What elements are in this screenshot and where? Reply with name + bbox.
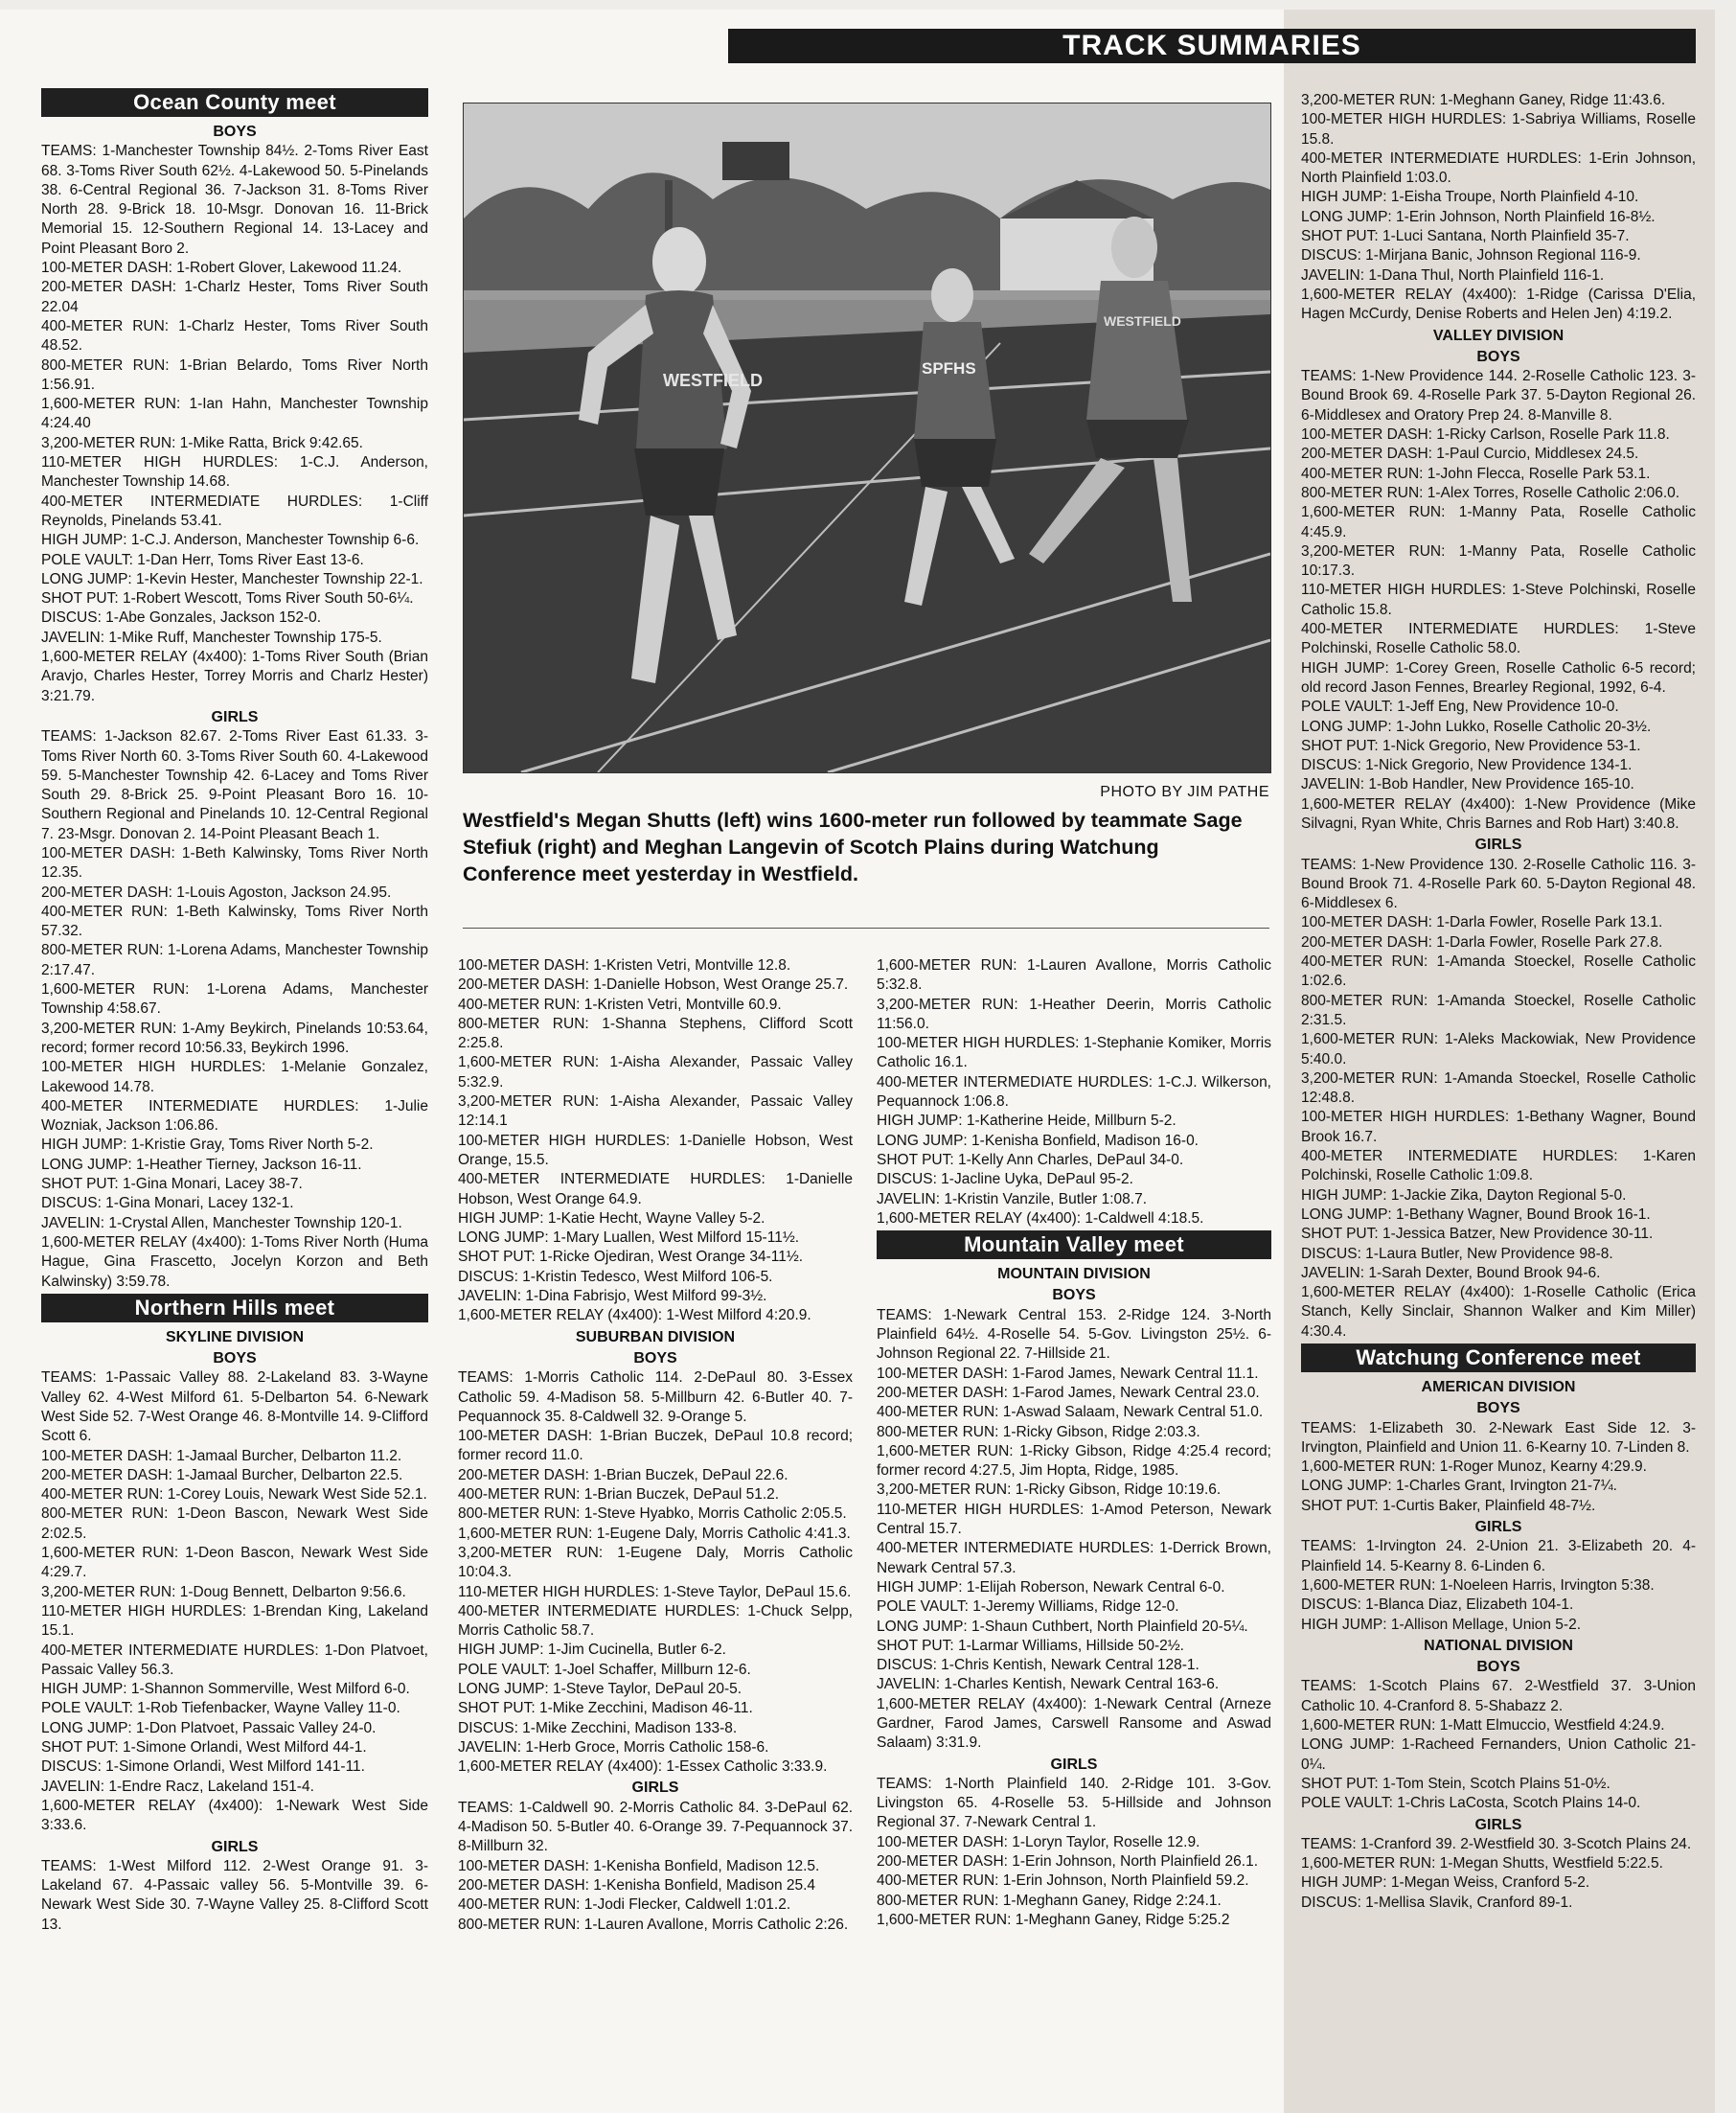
column-3 <box>877 956 1271 2097</box>
result-line: HIGH JUMP: 1-Allison Mellage, Union 5-2. <box>1301 1616 1582 1633</box>
division-heading: GIRLS <box>1474 1816 1522 1833</box>
result-line: 1,600-METER RUN: 1-Eugene Daly, Morris Catholic 4:41.3. <box>458 1525 851 1542</box>
division-heading: BOYS <box>1476 1659 1520 1676</box>
result-line: 400-METER INTERMEDIATE HURDLES: 1-C.J. Wilkerson, Pequannock 1:06.8. <box>877 1073 1271 1111</box>
result-line: JAVELIN: 1-Dina Fabrisjo, West Milford 99-3½. <box>458 1288 767 1305</box>
result-line: 800-METER RUN: 1-Shanna Stephens, Clifford Scott 2:25.8. <box>458 1015 853 1052</box>
result-line: 400-METER INTERMEDIATE HURDLES: 1-Erin Johnson, North Plainfield 1:03.0. <box>1301 149 1696 187</box>
result-line: 400-METER RUN: 1-Beth Kalwinsky, Toms River North 57.32. <box>41 903 428 940</box>
result-line: 3,200-METER RUN: 1-Amanda Stoeckel, Roselle Catholic 12:48.8. <box>1301 1069 1696 1107</box>
result-line: DISCUS: 1-Simone Orlandi, West Milford 141-11. <box>41 1758 365 1776</box>
result-line: 3,200-METER RUN: 1-Heather Deerin, Morris Catholic 11:56.0. <box>877 996 1271 1032</box>
result-line: 100-METER DASH: 1-Kristen Vetri, Montville 12.8. <box>458 957 791 974</box>
result-line: 1,600-METER RUN: 1-Matt Elmuccio, Westfield 4:24.9. <box>1301 1717 1665 1734</box>
result-line: DISCUS: 1-Gina Monari, Lacey 132-1. <box>41 1195 294 1212</box>
result-line: LONG JUMP: 1-Shaun Cuthbert, North Plainfield 20-5¼. <box>877 1618 1248 1635</box>
result-line: 1,600-METER RUN: 1-Ian Hahn, Manchester Township 4:24.40 <box>41 396 428 432</box>
result-line: 100-METER DASH: 1-Brian Buczek, DePaul 10.8 record; former record 11.0. <box>458 1428 853 1464</box>
result-line: LONG JUMP: 1-Heather Tierney, Jackson 16-11. <box>41 1156 362 1173</box>
result-line: SHOT PUT: 1-Tom Stein, Scotch Plains 51-0½. <box>1301 1775 1610 1792</box>
result-line: LONG JUMP: 1-Erin Johnson, North Plainfield 16-8½. <box>1301 208 1656 225</box>
division-heading: VALLEY DIVISION <box>1432 327 1565 344</box>
result-line: LONG JUMP: 1-Don Platvoet, Passaic Valley 24-0. <box>41 1719 377 1736</box>
result-line: 100-METER DASH: 1-Robert Glover, Lakewood 11.24. <box>41 260 402 277</box>
result-line: HIGH JUMP: 1-Eisha Troupe, North Plainfield 4-10. <box>1301 189 1639 206</box>
result-line: 1,600-METER RELAY (4x400): 1-Toms River South (Brian Aravjo, Charles Hester, Torrey Morris and Charlz Hester) 3:21.79. <box>41 649 428 704</box>
result-line: DISCUS: 1-Abe Gonzales, Jackson 152-0. <box>41 609 322 627</box>
section-banner: TRACK SUMMARIES <box>728 29 1696 63</box>
result-line: TEAMS: 1-Manchester Township 84½. 2-Toms River East 68. 3-Toms River South 62½. 4-Lakewood 50. 5-Pinelands 38. 6-Central Regional 36. 7-Jackson 31. 8-Toms River North 28. 9-Brick 18. 10-Msgr. Donovan 16. 11-Brick Memorial 15. 12-Southern Regional 14. 13-Lacey and Point Pleasant Boro 2. <box>41 143 428 257</box>
result-line: 1,600-METER RUN: 1-Deon Bascon, Newark West Side 4:29.7. <box>41 1545 428 1581</box>
result-line: JAVELIN: 1-Herb Groce, Morris Catholic 158-6. <box>458 1738 769 1756</box>
division-heading: SUBURBAN DIVISION <box>575 1328 736 1345</box>
result-line: 200-METER DASH: 1-Danielle Hobson, West Orange 25.7. <box>458 976 849 994</box>
result-line: 110-METER HIGH HURDLES: 1-Steve Polchinski, Roselle Catholic 15.8. <box>1301 582 1696 618</box>
result-line: HIGH JUMP: 1-C.J. Anderson, Manchester Township 6-6. <box>41 532 420 549</box>
result-line: 100-METER HIGH HURDLES: 1-Sabriya Williams, Roselle 15.8. <box>1301 111 1696 148</box>
result-line: 800-METER RUN: 1-Meghann Ganey, Ridge 2:24.1. <box>877 1892 1222 1909</box>
result-line: 400-METER RUN: 1-Aswad Salaam, Newark Central 51.0. <box>877 1404 1264 1421</box>
result-line: 1,600-METER RELAY (4x400): 1-Caldwell 4:18.5. <box>877 1209 1204 1227</box>
result-line: TEAMS: 1-North Plainfield 140. 2-Ridge 101. 3-Gov. Livingston 65. 4-Roselle 53. 5-Hillside and Johnson Regional 37. 7-Newark Central 1. <box>877 1775 1271 1831</box>
result-line: 800-METER RUN: 1-Deon Bascon, Newark West Side 2:02.5. <box>41 1505 428 1542</box>
result-line: 3,200-METER RUN: 1-Doug Bennett, Delbarton 9:56.6. <box>41 1583 406 1600</box>
result-line: TEAMS: 1-Passaic Valley 88. 2-Lakeland 83. 3-Wayne Valley 62. 4-West Milford 61. 5-Delbarton 54. 6-Newark West Side 52. 7-West Orange 46. 8-Montville 14. 9-Clifford Scott 6. <box>41 1369 428 1445</box>
result-line: 1,600-METER RELAY (4x400): 1-Roselle Catholic (Erica Stanch, Kelly Sinclair, Shannon Walker and Kim Miller) 4:30.4. <box>1301 1284 1696 1340</box>
division-heading: NATIONAL DIVISION <box>1424 1637 1573 1654</box>
result-line: HIGH JUMP: 1-Shannon Sommerville, West Milford 6-0. <box>41 1681 410 1698</box>
result-line: 1,600-METER RELAY (4x400): 1-Newark West Side 3:33.6. <box>41 1797 428 1834</box>
result-line: 400-METER RUN: 1-Erin Johnson, North Plainfield 59.2. <box>877 1872 1249 1890</box>
result-line: 1,600-METER RUN: 1-Manny Pata, Roselle Catholic 4:45.9. <box>1301 504 1696 540</box>
result-line: LONG JUMP: 1-Kevin Hester, Manchester Township 22-1. <box>41 570 423 587</box>
jersey-text-middle: SPFHS <box>922 359 976 378</box>
result-line: LONG JUMP: 1-Bethany Wagner, Bound Brook 16-1. <box>1301 1206 1651 1223</box>
result-line: 200-METER DASH: 1-Erin Johnson, North Plainfield 26.1. <box>877 1853 1259 1871</box>
division-heading: BOYS <box>1476 1400 1520 1417</box>
result-line: 1,600-METER RUN: 1-Noeleen Harris, Irvington 5:38. <box>1301 1576 1655 1594</box>
meet-heading: Ocean County meet <box>41 88 428 117</box>
meet-heading: Watchung Conference meet <box>1301 1344 1696 1372</box>
result-line: TEAMS: 1-Elizabeth 30. 2-Newark East Side 12. 3-Irvington, Plainfield and Union 11. 6-Kearny 10. 7-Linden 8. <box>1301 1419 1696 1456</box>
result-line: DISCUS: 1-Chris Kentish, Newark Central 128-1. <box>877 1657 1199 1674</box>
result-line: 400-METER INTERMEDIATE HURDLES: 1-Danielle Hobson, West Orange 64.9. <box>458 1171 853 1207</box>
result-line: SHOT PUT: 1-Simone Orlandi, West Milford 44-1. <box>41 1739 367 1757</box>
result-line: 400-METER RUN: 1-Amanda Stoeckel, Roselle Catholic 1:02.6. <box>1301 953 1696 990</box>
result-line: TEAMS: 1-Scotch Plains 67. 2-Westfield 37. 3-Union Catholic 10. 4-Cranford 8. 5-Shabazz 2. <box>1301 1678 1696 1714</box>
result-line: TEAMS: 1-Cranford 39. 2-Westfield 30. 3-Scotch Plains 24. <box>1301 1835 1692 1852</box>
result-line: 110-METER HIGH HURDLES: 1-Amod Peterson, Newark Central 15.7. <box>877 1501 1271 1538</box>
jersey-text-left: WESTFIELD <box>663 371 763 390</box>
result-line: SHOT PUT: 1-Kelly Ann Charles, DePaul 34-0. <box>877 1151 1184 1168</box>
result-line: SHOT PUT: 1-Robert Wescott, Toms River South 50-6¼. <box>41 590 414 608</box>
division-heading: AMERICAN DIVISION <box>1421 1379 1576 1395</box>
division-heading: BOYS <box>633 1349 677 1367</box>
result-line: JAVELIN: 1-Sarah Dexter, Bound Brook 94-6. <box>1301 1264 1601 1281</box>
result-line: 400-METER INTERMEDIATE HURDLES: 1-Don Platvoet, Passaic Valley 56.3. <box>41 1642 428 1678</box>
result-line: LONG JUMP: 1-Racheed Fernanders, Union Catholic 21-0¼. <box>1301 1736 1696 1773</box>
result-line: 200-METER DASH: 1-Brian Buczek, DePaul 22.6. <box>458 1466 788 1483</box>
result-line: DISCUS: 1-Laura Butler, New Providence 98-8. <box>1301 1245 1613 1262</box>
division-heading: GIRLS <box>211 708 259 725</box>
result-line: TEAMS: 1-Jackson 82.67. 2-Toms River East 61.33. 3-Toms River North 60. 3-Toms River South 60. 4-Lakewood 59. 5-Manchester Township 42. 6-Lacey and Toms River South 29. 8-Brick 25. 9-Point Pleasant Boro 16. 10-Southern Regional and Pinelands 10. 12-Central Regional 7. 23-Msgr. Donovan 2. 14-Point Pleasant Beach 1. <box>41 728 428 842</box>
result-line: 3,200-METER RUN: 1-Amy Beykirch, Pinelands 10:53.64, record; former record 10:56.33, Beykirch 1996. <box>41 1020 428 1056</box>
division-heading: BOYS <box>1476 348 1520 365</box>
result-line: TEAMS: 1-New Providence 144. 2-Roselle Catholic 123. 3-Bound Brook 69. 4-Roselle Park 37. 5-Dayton Regional 26. 6-Middlesex and Oratory Prep 24. 8-Manville 8. <box>1301 368 1696 424</box>
result-line: LONG JUMP: 1-Charles Grant, Irvington 21-7¼. <box>1301 1478 1617 1495</box>
result-line: 800-METER RUN: 1-Alex Torres, Roselle Catholic 2:06.0. <box>1301 484 1680 501</box>
result-line: 100-METER DASH: 1-Ricky Carlson, Roselle Park 11.8. <box>1301 426 1670 444</box>
race-photo <box>463 103 1271 773</box>
race-photo-image <box>464 103 1270 772</box>
result-line: HIGH JUMP: 1-Jim Cucinella, Butler 6-2. <box>458 1642 726 1659</box>
result-line: 3,200-METER RUN: 1-Mike Ratta, Brick 9:42.65. <box>41 434 363 451</box>
result-line: 100-METER DASH: 1-Loryn Taylor, Roselle 12.9. <box>877 1833 1200 1850</box>
result-line: 400-METER RUN: 1-Corey Louis, Newark West Side 52.1. <box>41 1486 427 1504</box>
result-line: HIGH JUMP: 1-Corey Green, Roselle Catholic 6-5 record; old record Jason Fennes, Brearley Regional, 1992, 6-4. <box>1301 659 1696 696</box>
result-line: 1,600-METER RELAY (4x400): 1-Ridge (Carissa D'Elia, Hagen McCurdy, Denise Roberts and Helen Jen) 4:19.2. <box>1301 286 1696 323</box>
result-line: 3,200-METER RUN: 1-Aisha Alexander, Passaic Valley 12:14.1 <box>458 1093 853 1130</box>
result-line: 400-METER RUN: 1-Charlz Hester, Toms River South 48.52. <box>41 317 428 355</box>
result-line: SHOT PUT: 1-Luci Santana, North Plainfield 35-7. <box>1301 228 1630 245</box>
result-line: 400-METER RUN: 1-John Flecca, Roselle Park 53.1. <box>1301 465 1651 482</box>
result-line: 200-METER DASH: 1-Kenisha Bonfield, Madison 25.4 <box>458 1876 816 1894</box>
result-line: SHOT PUT: 1-Gina Monari, Lacey 38-7. <box>41 1176 303 1193</box>
result-line: 400-METER INTERMEDIATE HURDLES: 1-Steve Polchinski, Roselle Catholic 58.0. <box>1301 621 1696 657</box>
result-line: 1,600-METER RUN: 1-Meghann Ganey, Ridge 5:25.2 <box>877 1911 1230 1928</box>
result-line: HIGH JUMP: 1-Katherine Heide, Millburn 5-2. <box>877 1113 1176 1130</box>
result-line: 400-METER RUN: 1-Kristen Vetri, Montville 60.9. <box>458 996 782 1013</box>
result-line: 100-METER DASH: 1-Kenisha Bonfield, Madison 12.5. <box>458 1857 820 1874</box>
result-line: LONG JUMP: 1-Steve Taylor, DePaul 20-5. <box>458 1680 742 1697</box>
result-line: 1,600-METER RUN: 1-Roger Munoz, Kearny 4:29.9. <box>1301 1458 1647 1476</box>
result-line: POLE VAULT: 1-Jeff Eng, New Providence 10-0. <box>1301 699 1619 716</box>
division-heading: BOYS <box>213 1350 257 1367</box>
result-line: 1,600-METER RELAY (4x400): 1-New Providence (Mike Silvagni, Ryan White, Chris Barnes and Rob Hart) 3:40.8. <box>1301 795 1696 832</box>
result-line: 1,600-METER RELAY (4x400): 1-Essex Catholic 3:33.9. <box>458 1758 828 1776</box>
result-line: 1,600-METER RELAY (4x400): 1-West Milford 4:20.9. <box>458 1307 811 1324</box>
division-heading: GIRLS <box>1050 1756 1098 1773</box>
result-line: 400-METER INTERMEDIATE HURDLES: 1-Derrick Brown, Newark Central 57.3. <box>877 1540 1271 1576</box>
result-line: 200-METER DASH: 1-Darla Fowler, Roselle Park 27.8. <box>1301 933 1663 951</box>
division-heading: BOYS <box>213 124 257 140</box>
result-line: TEAMS: 1-New Providence 130. 2-Roselle Catholic 116. 3-Bound Brook 71. 4-Roselle Park 60. 5-Dayton Regional 48. 6-Middlesex 6. <box>1301 856 1696 912</box>
result-line: 3,200-METER RUN: 1-Manny Pata, Roselle Catholic 10:17.3. <box>1301 542 1696 580</box>
result-line: 200-METER DASH: 1-Paul Curcio, Middlesex 24.5. <box>1301 446 1639 463</box>
result-line: POLE VAULT: 1-Jeremy Williams, Ridge 12-0. <box>877 1598 1179 1616</box>
result-line: 800-METER RUN: 1-Steve Hyabko, Morris Catholic 2:05.5. <box>458 1505 847 1523</box>
result-line: LONG JUMP: 1-Kenisha Bonfield, Madison 16-0. <box>877 1132 1199 1149</box>
result-line: 100-METER HIGH HURDLES: 1-Bethany Wagner, Bound Brook 16.7. <box>1301 1109 1696 1145</box>
result-line: TEAMS: 1-Caldwell 90. 2-Morris Catholic 84. 3-DePaul 62. 4-Madison 50. 5-Butler 40. 6-Orange 39. 7-Pequannock 37. 8-Millburn 32. <box>458 1799 853 1855</box>
result-line: 200-METER DASH: 1-Louis Agoston, Jackson 24.95. <box>41 884 392 901</box>
result-line: 200-METER DASH: 1-Farod James, Newark Central 23.0. <box>877 1384 1260 1401</box>
result-line: JAVELIN: 1-Bob Handler, New Providence 165-10. <box>1301 776 1634 793</box>
result-line: SHOT PUT: 1-Nick Gregorio, New Providence 53-1. <box>1301 737 1641 754</box>
result-line: JAVELIN: 1-Mike Ruff, Manchester Township 175-5. <box>41 629 382 646</box>
meet-heading: Mountain Valley meet <box>877 1230 1271 1259</box>
division-heading: MOUNTAIN DIVISION <box>997 1266 1151 1283</box>
result-line: 1,600-METER RUN: 1-Ricky Gibson, Ridge 4:25.4 record; former record 4:27.5, Jim Hopta, Ridge, 1985. <box>877 1442 1271 1480</box>
result-line: TEAMS: 1-Morris Catholic 114. 2-DePaul 80. 3-Essex Catholic 59. 4-Madison 58. 5-Millburn 42. 6-Butler 40. 7-Pequannock 35. 8-Caldwell 32. 9-Orange 5. <box>458 1369 853 1425</box>
division-heading: BOYS <box>1052 1287 1096 1304</box>
result-line: 110-METER HIGH HURDLES: 1-Brendan King, Lakeland 15.1. <box>41 1602 428 1640</box>
result-line: HIGH JUMP: 1-Kristie Gray, Toms River North 5-2. <box>41 1137 374 1154</box>
result-line: DISCUS: 1-Blanca Diaz, Elizabeth 104-1. <box>1301 1596 1574 1614</box>
result-line: LONG JUMP: 1-Mary Luallen, West Milford 15-11½. <box>458 1229 800 1247</box>
division-heading: GIRLS <box>211 1838 259 1855</box>
result-line: TEAMS: 1-Newark Central 153. 2-Ridge 124. 3-North Plainfield 64½. 4-Roselle 54. 5-Gov. Livingston 25½. 6-Johnson Regional 22. 7-Hillside 21. <box>877 1306 1271 1363</box>
result-line: 1,600-METER RELAY (4x400): 1-Newark Central (Arneze Gardner, Farod James, Carswell Ransome and Aswad Salaam) 3:31.9. <box>877 1695 1271 1752</box>
result-line: POLE VAULT: 1-Rob Tiefenbacker, Wayne Valley 11-0. <box>41 1700 400 1717</box>
result-line: DISCUS: 1-Nick Gregorio, New Providence 134-1. <box>1301 757 1633 774</box>
result-line: JAVELIN: 1-Kristin Vanzile, Butler 1:08.7. <box>877 1190 1147 1207</box>
result-line: 1,600-METER RUN: 1-Aleks Mackowiak, New Providence 5:40.0. <box>1301 1031 1696 1068</box>
result-line: 3,200-METER RUN: 1-Eugene Daly, Morris Catholic 10:04.3. <box>458 1544 853 1581</box>
result-line: 100-METER HIGH HURDLES: 1-Stephanie Komiker, Morris Catholic 16.1. <box>877 1035 1271 1071</box>
result-line: 1,600-METER RUN: 1-Megan Shutts, Westfield 5:22.5. <box>1301 1855 1663 1872</box>
result-line: JAVELIN: 1-Charles Kentish, Newark Central 163-6. <box>877 1676 1220 1693</box>
result-line: 3,200-METER RUN: 1-Ricky Gibson, Ridge 10:19.6. <box>877 1481 1222 1499</box>
result-line: SHOT PUT: 1-Jessica Batzer, New Providence 30-11. <box>1301 1226 1654 1243</box>
result-line: 1,600-METER RUN: 1-Aisha Alexander, Passaic Valley 5:32.9. <box>458 1054 853 1091</box>
result-line: 200-METER DASH: 1-Charlz Hester, Toms River South 22.04 <box>41 279 428 315</box>
result-line: 400-METER INTERMEDIATE HURDLES: 1-Chuck Selpp, Morris Catholic 58.7. <box>458 1602 853 1640</box>
result-line: 800-METER RUN: 1-Brian Belardo, Toms River North 1:56.91. <box>41 356 428 393</box>
result-line: 110-METER HIGH HURDLES: 1-C.J. Anderson, Manchester Township 14.68. <box>41 454 428 491</box>
result-line: SHOT PUT: 1-Larmar Williams, Hillside 50-2½. <box>877 1637 1184 1654</box>
division-heading: GIRLS <box>1474 837 1522 854</box>
jersey-text-right: WESTFIELD <box>1104 313 1181 329</box>
result-line: POLE VAULT: 1-Joel Schaffer, Millburn 12-6. <box>458 1661 751 1678</box>
result-line: LONG JUMP: 1-John Lukko, Roselle Catholic 20-3½. <box>1301 718 1652 735</box>
result-line: HIGH JUMP: 1-Jackie Zika, Dayton Regional 5-0. <box>1301 1186 1627 1204</box>
result-line: JAVELIN: 1-Dana Thul, North Plainfield 116-1. <box>1301 266 1605 284</box>
division-heading: GIRLS <box>1474 1519 1522 1536</box>
result-line: POLE VAULT: 1-Dan Herr, Toms River East 13-6. <box>41 551 364 568</box>
result-line: JAVELIN: 1-Endre Racz, Lakeland 151-4. <box>41 1778 314 1795</box>
result-line: 100-METER DASH: 1-Beth Kalwinsky, Toms River North 12.35. <box>41 844 428 882</box>
result-line: 400-METER INTERMEDIATE HURDLES: 1-Karen Polchinski, Roselle Catholic 1:09.8. <box>1301 1148 1696 1184</box>
result-line: SHOT PUT: 1-Mike Zecchini, Madison 46-11. <box>458 1700 753 1717</box>
result-line: DISCUS: 1-Mellisa Slavik, Cranford 89-1. <box>1301 1894 1573 1911</box>
result-line: 100-METER HIGH HURDLES: 1-Danielle Hobson, West Orange, 15.5. <box>458 1132 853 1168</box>
result-line: 400-METER RUN: 1-Jodi Flecker, Caldwell 1:01.2. <box>458 1896 791 1914</box>
result-line: 1,600-METER RUN: 1-Lauren Avallone, Morris Catholic 5:32.8. <box>877 957 1271 994</box>
result-line: 200-METER DASH: 1-Jamaal Burcher, Delbarton 22.5. <box>41 1466 403 1483</box>
column-4 <box>1301 91 1696 2103</box>
result-line: 100-METER DASH: 1-Farod James, Newark Central 11.1. <box>877 1365 1259 1382</box>
result-line: JAVELIN: 1-Crystal Allen, Manchester Township 120-1. <box>41 1214 402 1231</box>
result-line: TEAMS: 1-West Milford 112. 2-West Orange 91. 3-Lakeland 67. 4-Passaic valley 56. 5-Montville 39. 6-Newark West Side 30. 7-Wayne Valley 25. 8-Clifford Scott 13. <box>41 1857 428 1933</box>
result-line: 110-METER HIGH HURDLES: 1-Steve Taylor, DePaul 15.6. <box>458 1583 852 1600</box>
result-line: 100-METER DASH: 1-Darla Fowler, Roselle Park 13.1. <box>1301 914 1663 931</box>
photo-credit: PHOTO BY JIM PATHE <box>1100 784 1269 800</box>
result-line: 400-METER INTERMEDIATE HURDLES: 1-Julie Wozniak, Jackson 1:06.86. <box>41 1097 428 1135</box>
result-line: SHOT PUT: 1-Ricke Ojediran, West Orange 34-11½. <box>458 1249 804 1266</box>
result-line: 800-METER RUN: 1-Amanda Stoeckel, Roselle Catholic 2:31.5. <box>1301 992 1696 1028</box>
result-line: 1,600-METER RUN: 1-Lorena Adams, Manchester Township 4:58.67. <box>41 981 428 1018</box>
photo-caption: Westfield's Megan Shutts (left) wins 1600-meter run followed by teammate Sage Stefiuk (right) and Meghan Langevin of Scotch Plains during Watchung Conference meet yesterday in Westfield. <box>463 809 1243 885</box>
column-2 <box>458 956 853 2097</box>
result-line: 100-METER DASH: 1-Jamaal Burcher, Delbarton 11.2. <box>41 1447 402 1464</box>
result-line: 400-METER INTERMEDIATE HURDLES: 1-Cliff Reynolds, Pinelands 53.41. <box>41 493 428 529</box>
result-line: DISCUS: 1-Mirjana Banic, Johnson Regional 116-9. <box>1301 247 1641 264</box>
result-line: 800-METER RUN: 1-Ricky Gibson, Ridge 2:03.3. <box>877 1423 1200 1440</box>
result-line: DISCUS: 1-Jacline Uyka, DePaul 95-2. <box>877 1171 1133 1188</box>
result-line: DISCUS: 1-Mike Zecchini, Madison 133-8. <box>458 1719 738 1736</box>
result-line: SHOT PUT: 1-Curtis Baker, Plainfield 48-7½. <box>1301 1497 1596 1514</box>
result-line: 400-METER RUN: 1-Brian Buczek, DePaul 51.2. <box>458 1486 780 1504</box>
column-1 <box>41 86 428 2099</box>
divider <box>463 928 1269 929</box>
meet-heading: Northern Hills meet <box>41 1294 428 1322</box>
result-line: 1,600-METER RELAY (4x400): 1-Toms River North (Huma Hague, Gina Frascetto, Jocelyn Korzon and Beth Kalwinsky) 3:59.78. <box>41 1233 428 1290</box>
result-line: DISCUS: 1-Kristin Tedesco, West Milford 106-5. <box>458 1268 773 1285</box>
result-line: HIGH JUMP: 1-Megan Weiss, Cranford 5-2. <box>1301 1874 1590 1892</box>
result-line: TEAMS: 1-Irvington 24. 2-Union 21. 3-Elizabeth 20. 4-Plainfield 14. 5-Kearny 8. 6-Linden 6. <box>1301 1538 1696 1574</box>
result-line: HIGH JUMP: 1-Elijah Roberson, Newark Central 6-0. <box>877 1578 1225 1596</box>
result-line: 3,200-METER RUN: 1-Meghann Ganey, Ridge 11:43.6. <box>1301 92 1666 108</box>
result-line: POLE VAULT: 1-Chris LaCosta, Scotch Plains 14-0. <box>1301 1795 1641 1812</box>
division-heading: GIRLS <box>631 1780 679 1797</box>
division-heading: SKYLINE DIVISION <box>165 1328 305 1345</box>
result-line: 800-METER RUN: 1-Lauren Avallone, Morris Catholic 2:26. <box>458 1916 849 1933</box>
result-line: HIGH JUMP: 1-Katie Hecht, Wayne Valley 5-2. <box>458 1209 765 1227</box>
result-line: 800-METER RUN: 1-Lorena Adams, Manchester Township 2:17.47. <box>41 942 428 978</box>
result-line: 100-METER HIGH HURDLES: 1-Melanie Gonzalez, Lakewood 14.78. <box>41 1059 428 1095</box>
